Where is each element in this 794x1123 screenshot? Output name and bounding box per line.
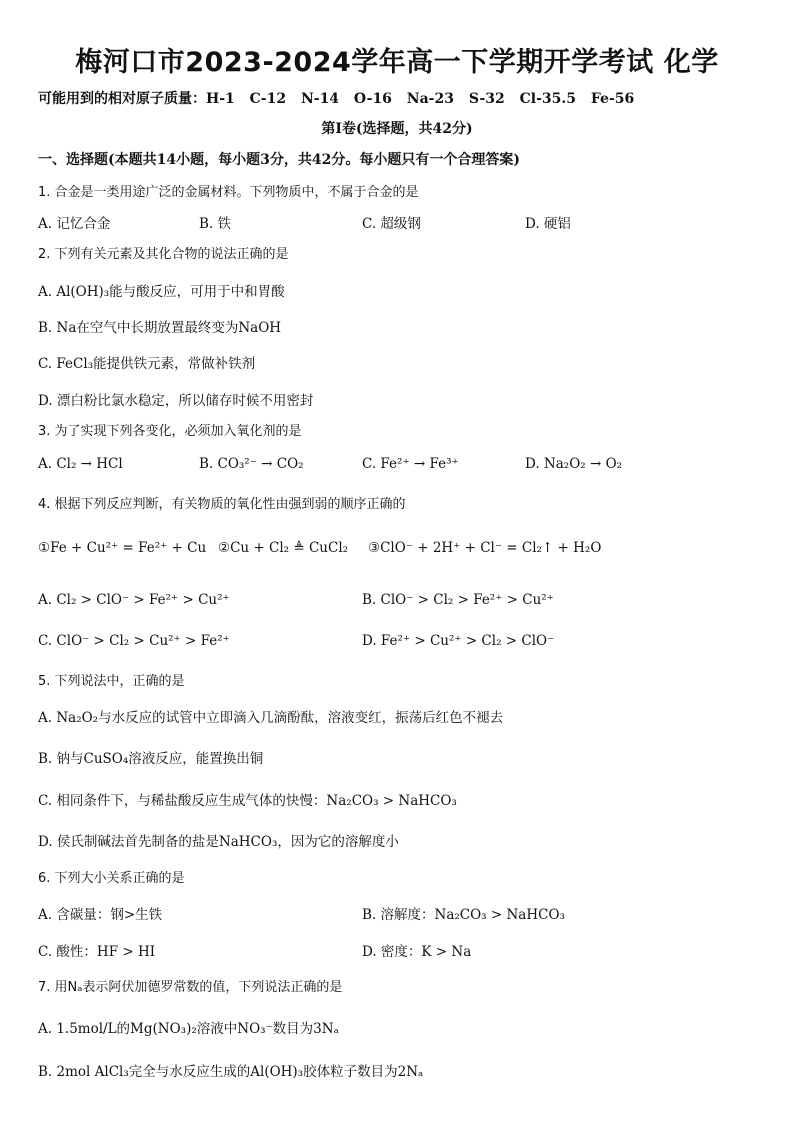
question-6-option-b: B. 溶解度：Na₂CO₃ > NaHCO₃ [362,907,565,923]
question-3-option-d: D. Na₂O₂ → O₂ [525,456,623,472]
question-3-stem: 3. 为了实现下列各变化，必须加入氧化剂的是 [38,424,302,439]
question-7-option-b: B. 2mol AlCl₃完全与水反应生成的Al(OH)₃胶体粒子数目为2Nₐ [38,1064,424,1080]
question-1-stem: 1. 合金是一类用途广泛的金属材料。下列物质中，不属于合金的是 [38,185,419,200]
question-6-stem: 6. 下列大小关系正确的是 [38,871,185,886]
question-5-option-d: D. 侯氏制碱法首先制备的盐是NaHCO₃，因为它的溶解度小 [38,834,399,850]
question-5-option-a: A. Na₂O₂与水反应的试管中立即滴入几滴酚酞，溶液变红，振荡后红色不褪去 [38,710,504,726]
question-6-option-d: D. 密度：K > Na [362,944,472,960]
question-4-option-b: B. ClO⁻ > Cl₂ > Fe²⁺ > Cu²⁺ [362,592,554,608]
question-3-option-a: A. Cl₂ → HCl [38,456,123,472]
question-3-option-c: C. Fe²⁺ → Fe³⁺ [362,456,459,472]
page-title: 梅河口市2023-2024学年高一下学期开学考试 化学 [75,47,719,78]
question-4-option-d: D. Fe²⁺ > Cu²⁺ > Cl₂ > ClO⁻ [362,633,555,649]
atomic-mass-label: 可能用到的相对原子质量： [38,91,206,107]
question-2-option-d: D. 漂白粉比氯水稳定，所以储存时候不用密封 [38,393,314,409]
question-7-stem: 7. 用Nₐ表示阿伏加德罗常数的值，下列说法正确的是 [38,980,343,995]
volume-header: 第Ⅰ卷(选择题，共42分) [321,121,473,137]
question-4-reaction-2: ②Cu + Cl₂ ≜ CuCl₂ [218,540,349,556]
atomic-mass-line [38,88,634,108]
question-1-option-c: C. 超级钢 [362,216,421,232]
question-1-option-a: A. 记忆合金 [38,216,111,232]
question-2-option-b: B. Na在空气中长期放置最终变为NaOH [38,320,282,336]
section-header: 一、选择题(本题共14小题，每小题3分，共42分。每小题只有一个合理答案) [38,152,520,168]
question-3-option-b: B. CO₃²⁻ → CO₂ [199,456,304,472]
question-5-stem: 5. 下列说法中，正确的是 [38,674,185,689]
question-5-option-c: C. 相同条件下，与稀盐酸反应生成气体的快慢：Na₂CO₃ > NaHCO₃ [38,793,457,809]
question-4-option-a: A. Cl₂ > ClO⁻ > Fe²⁺ > Cu²⁺ [38,592,230,608]
atomic-mass-values: H-1 C-12 N-14 O-16 Na-23 S-32 Cl-35.5 Fe-56 [206,91,635,107]
question-1-option-d: D. 硬铝 [525,216,571,232]
question-4-option-c: C. ClO⁻ > Cl₂ > Cu²⁺ > Fe²⁺ [38,633,230,649]
question-4-stem: 4. 根据下列反应判断，有关物质的氧化性由强到弱的顺序正确的 [38,497,406,512]
question-4-reaction-3: ③ClO⁻ + 2H⁺ + Cl⁻ = Cl₂↑ + H₂O [368,540,602,556]
question-6-option-a: A. 含碳量：钢>生铁 [38,907,163,923]
question-5-option-b: B. 钠与CuSO₄溶液反应，能置换出铜 [38,751,264,767]
question-2-option-c: C. FeCl₃能提供铁元素，常做补铁剂 [38,356,256,372]
question-1-option-b: B. 铁 [199,216,232,232]
question-4-reaction-1: ①Fe + Cu²⁺ = Fe²⁺ + Cu [38,540,207,556]
question-7-option-a: A. 1.5mol/L的Mg(NO₃)₂溶液中NO₃⁻数目为3Nₐ [38,1021,339,1037]
question-2-stem: 2. 下列有关元素及其化合物的说法正确的是 [38,247,289,262]
question-6-option-c: C. 酸性：HF > HI [38,944,156,960]
question-2-option-a: A. Al(OH)₃能与酸反应，可用于中和胃酸 [38,284,285,300]
